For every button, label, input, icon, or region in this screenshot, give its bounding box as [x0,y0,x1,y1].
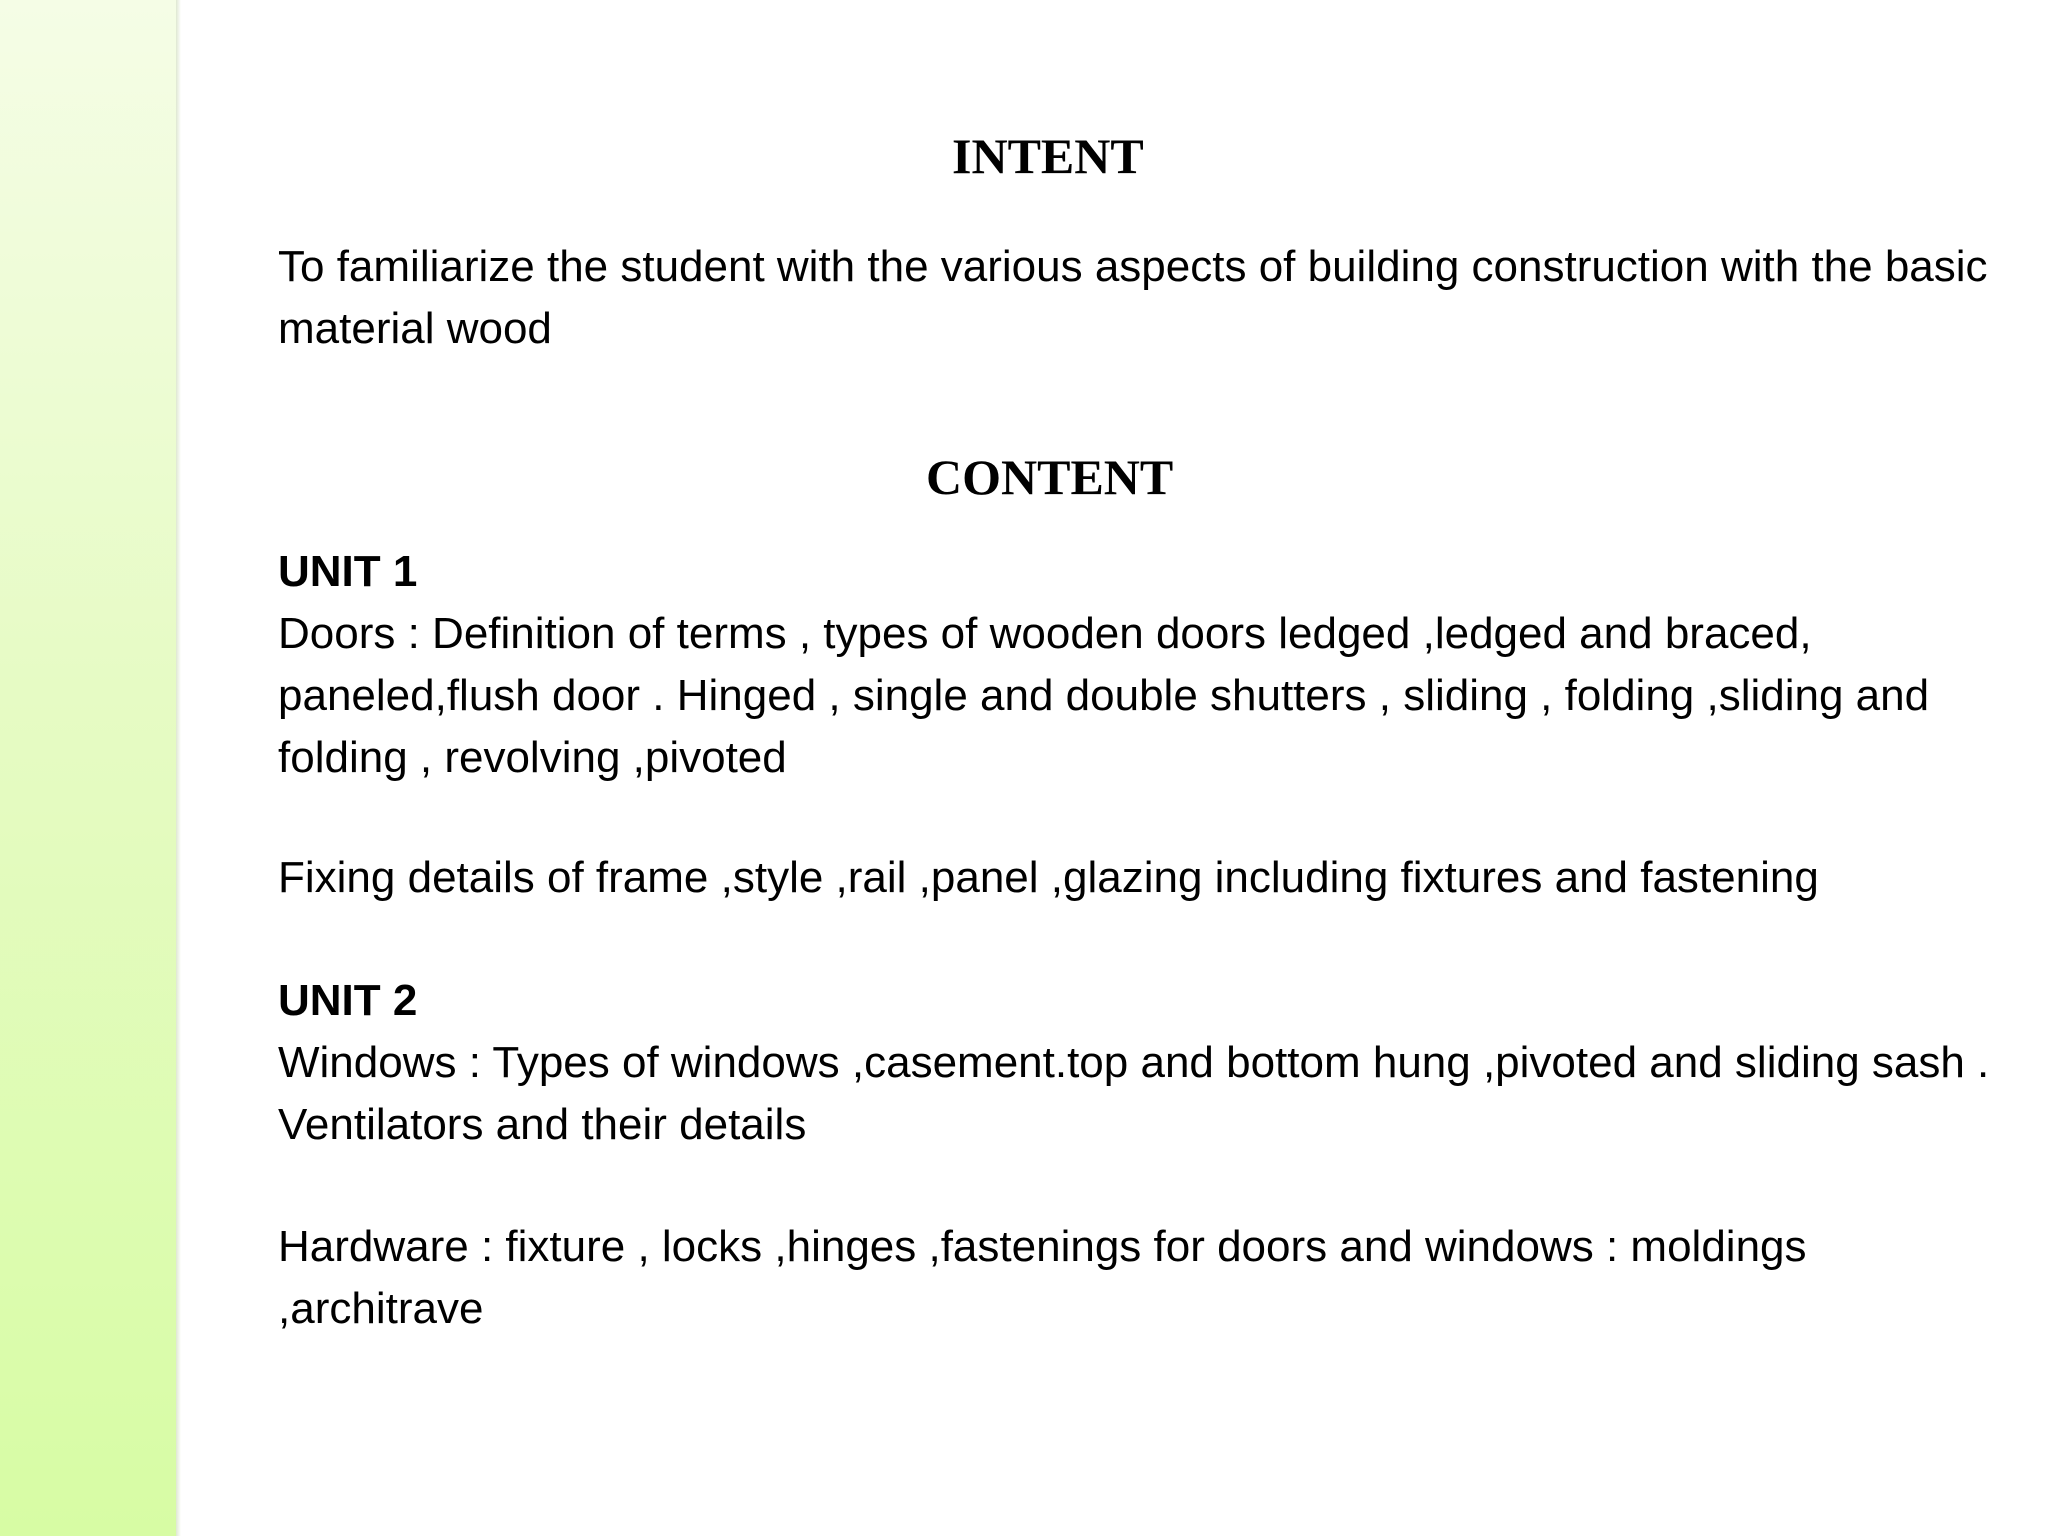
intent-text: To familiarize the student with the various aspects of building construction with the basic material wood [278,242,1988,353]
unit-2-section [278,970,1998,1156]
unit-1-doors-text: Doors : Definition of terms , types of wooden doors ledged ,ledged and braced, paneled,flush door . Hinged , single and double shutters , sliding , folding ,sliding and folding , revolving ,pivoted [278,609,1930,782]
unit-1-fixing-text: Fixing details of frame ,style ,rail ,panel ,glazing including fixtures and fastening [278,853,1819,902]
content-heading: CONTENT [926,449,1174,505]
unit-2-windows-text: Windows : Types of windows ,casement.top and bottom hung ,pivoted and sliding sash . Ventilators and their details [278,1038,1990,1149]
unit-2-hardware-text: Hardware : fixture , locks ,hinges ,fastenings for doors and windows : moldings ,architrave [278,1222,1807,1333]
unit-1-title: UNIT 1 [278,547,418,596]
unit-2-title: UNIT 2 [278,976,418,1025]
unit-1-section [278,541,1998,789]
intent-heading: INTENT [952,128,1144,184]
